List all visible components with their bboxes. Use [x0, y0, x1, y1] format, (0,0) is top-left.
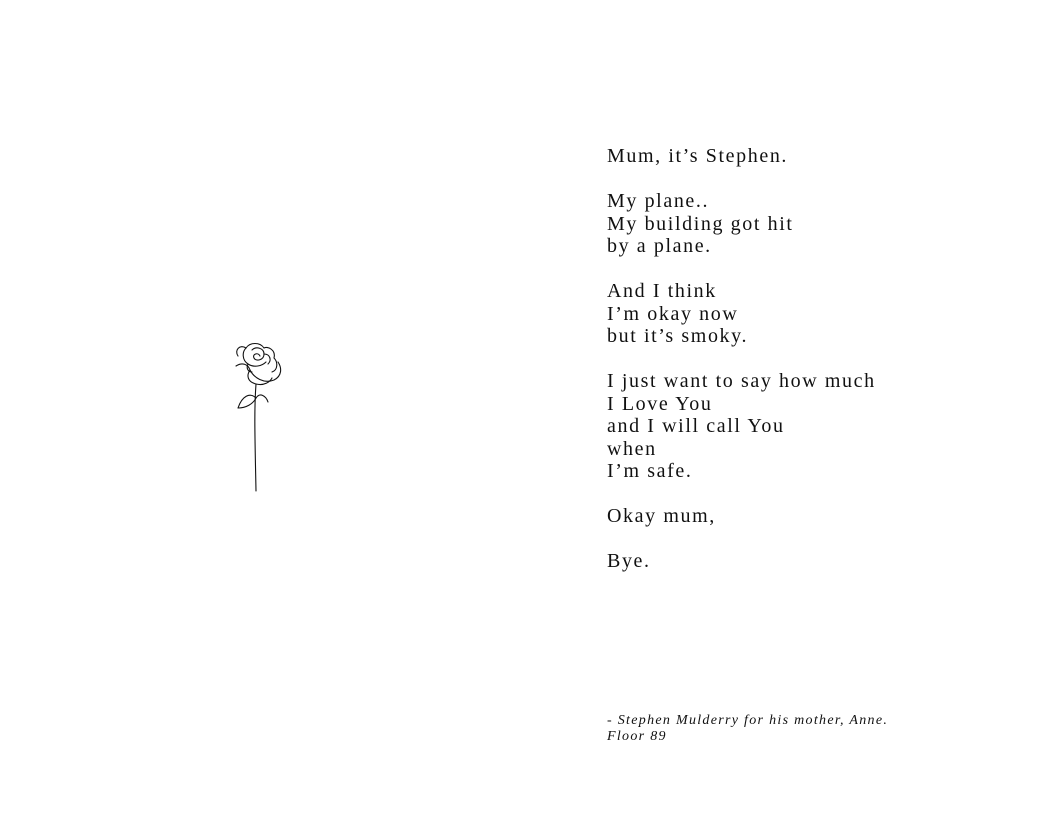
poem [607, 145, 1047, 595]
poem-line: Okay mum, [607, 505, 716, 527]
poem-line: My plane.. [607, 190, 710, 212]
poem-line: My building got hit [607, 212, 794, 235]
poem-line: when [607, 437, 657, 460]
stanza [607, 145, 1047, 168]
attribution-floor: Floor 89 [607, 728, 667, 744]
poem-line: I’m safe. [607, 460, 693, 482]
stanza [607, 550, 1047, 573]
rose-icon [226, 340, 290, 496]
poem-line: and I will call You [607, 415, 785, 437]
poem-line: Bye. [607, 550, 651, 572]
poem-line: I just want to say how much [607, 370, 876, 392]
poem-line: by a plane. [607, 235, 712, 257]
attribution [607, 713, 1047, 744]
poem-line: Mum, it’s Stephen. [607, 145, 789, 167]
stanza [607, 190, 1047, 258]
poem-line: And I think [607, 280, 717, 302]
attribution-author: - Stephen Mulderry for his mother, Anne. [607, 713, 889, 728]
poem-line: I Love You [607, 392, 713, 415]
poem-line: I’m okay now [607, 302, 739, 325]
rose-illustration [226, 340, 290, 496]
stanza [607, 280, 1047, 348]
stanza [607, 505, 1047, 528]
poem-line: but it’s smoky. [607, 325, 749, 347]
stanza [607, 370, 1047, 483]
